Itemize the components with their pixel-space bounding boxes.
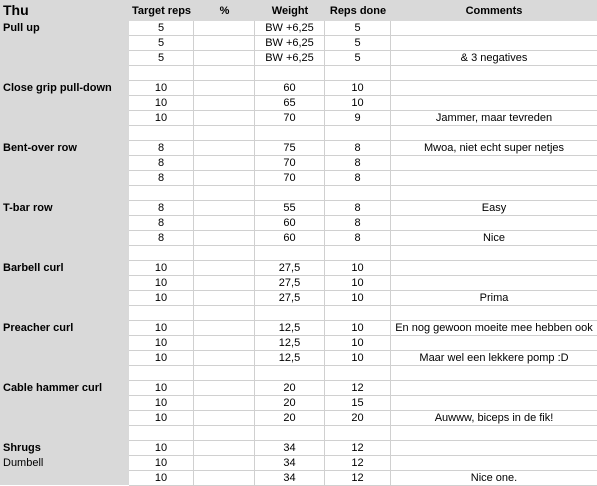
target-reps-cell[interactable]: 10 bbox=[129, 456, 194, 471]
comment-cell[interactable] bbox=[391, 441, 597, 456]
reps-done-cell[interactable]: 5 bbox=[325, 36, 391, 51]
target-reps-cell[interactable]: 8 bbox=[129, 201, 194, 216]
percent-cell[interactable] bbox=[194, 441, 255, 456]
exercise-name[interactable]: Cable hammer curl bbox=[3, 382, 103, 394]
comment-cell[interactable] bbox=[391, 66, 597, 81]
reps-done-cell[interactable]: 10 bbox=[325, 321, 391, 336]
percent-cell[interactable] bbox=[194, 81, 255, 96]
weight-cell[interactable]: 20 bbox=[255, 411, 325, 426]
percent-cell[interactable] bbox=[194, 216, 255, 231]
table-row bbox=[0, 471, 597, 486]
comment-cell[interactable] bbox=[391, 396, 597, 411]
percent-cell[interactable] bbox=[194, 396, 255, 411]
table-row bbox=[0, 351, 597, 366]
header-weight[interactable]: Weight bbox=[271, 5, 309, 17]
day-title: Thu bbox=[3, 2, 29, 18]
weight-cell[interactable]: 55 bbox=[255, 201, 325, 216]
percent-cell[interactable] bbox=[194, 276, 255, 291]
weight-cell[interactable]: BW +6,25 bbox=[255, 21, 325, 36]
reps-done-cell[interactable]: 10 bbox=[325, 351, 391, 366]
exercise-name-cell[interactable] bbox=[0, 276, 128, 290]
weight-cell[interactable]: 34 bbox=[255, 456, 325, 471]
reps-done-cell[interactable]: 8 bbox=[325, 171, 391, 186]
reps-done-cell[interactable]: 8 bbox=[325, 216, 391, 231]
comment-cell[interactable]: Auwww, biceps in de fik! bbox=[391, 411, 597, 426]
comment-cell[interactable]: Nice bbox=[391, 231, 597, 246]
comment-cell[interactable]: Mwoa, niet echt super netjes bbox=[391, 141, 597, 156]
target-reps-cell[interactable] bbox=[129, 426, 194, 441]
reps-done-cell[interactable]: 10 bbox=[325, 96, 391, 111]
comment-cell[interactable] bbox=[391, 261, 597, 276]
percent-cell[interactable] bbox=[194, 201, 255, 216]
target-reps-cell[interactable] bbox=[129, 126, 194, 141]
reps-done-cell[interactable]: 10 bbox=[325, 291, 391, 306]
percent-cell[interactable] bbox=[194, 186, 255, 201]
exercise-name-cell[interactable] bbox=[0, 396, 128, 410]
reps-done-cell[interactable]: 20 bbox=[325, 411, 391, 426]
exercise-name[interactable]: Barbell curl bbox=[3, 262, 64, 274]
percent-cell[interactable] bbox=[194, 36, 255, 51]
percent-cell[interactable] bbox=[194, 426, 255, 441]
reps-done-cell[interactable]: 10 bbox=[325, 276, 391, 291]
reps-done-cell[interactable] bbox=[325, 366, 391, 381]
reps-done-cell[interactable]: 8 bbox=[325, 201, 391, 216]
target-reps-cell[interactable]: 5 bbox=[129, 36, 194, 51]
percent-cell[interactable] bbox=[194, 96, 255, 111]
percent-cell[interactable] bbox=[194, 246, 255, 261]
reps-done-cell[interactable]: 9 bbox=[325, 111, 391, 126]
percent-cell[interactable] bbox=[194, 261, 255, 276]
comment-cell[interactable] bbox=[391, 456, 597, 471]
weight-cell[interactable]: 20 bbox=[255, 396, 325, 411]
reps-done-cell[interactable]: 10 bbox=[325, 336, 391, 351]
exercise-name-cell[interactable] bbox=[0, 96, 128, 110]
percent-cell[interactable] bbox=[194, 156, 255, 171]
exercise-name-cell[interactable] bbox=[0, 126, 128, 140]
percent-cell[interactable] bbox=[194, 411, 255, 426]
percent-cell[interactable] bbox=[194, 171, 255, 186]
reps-done-cell[interactable] bbox=[325, 186, 391, 201]
target-reps-cell[interactable]: 10 bbox=[129, 336, 194, 351]
target-reps-cell[interactable]: 10 bbox=[129, 441, 194, 456]
target-reps-cell[interactable]: 10 bbox=[129, 351, 194, 366]
comment-cell[interactable] bbox=[391, 156, 597, 171]
exercise-name-cell[interactable] bbox=[0, 51, 128, 65]
table-row bbox=[0, 141, 597, 156]
table-row bbox=[0, 111, 597, 126]
exercise-name-cell[interactable] bbox=[0, 471, 128, 485]
percent-cell[interactable] bbox=[194, 141, 255, 156]
weight-cell[interactable]: 12,5 bbox=[255, 321, 325, 336]
exercise-name[interactable]: Preacher curl bbox=[3, 322, 74, 334]
target-reps-cell[interactable]: 10 bbox=[129, 396, 194, 411]
comment-cell[interactable] bbox=[391, 216, 597, 231]
exercise-subname[interactable]: Dumbell bbox=[3, 457, 44, 469]
exercise-name-cell[interactable] bbox=[0, 156, 128, 170]
comment-cell[interactable] bbox=[391, 186, 597, 201]
reps-done-cell[interactable] bbox=[325, 306, 391, 321]
spacer-row bbox=[0, 126, 597, 141]
weight-cell[interactable]: 60 bbox=[255, 81, 325, 96]
exercise-name-cell[interactable] bbox=[0, 36, 128, 50]
table-row bbox=[0, 36, 597, 51]
target-reps-cell[interactable]: 10 bbox=[129, 261, 194, 276]
weight-cell[interactable]: 70 bbox=[255, 111, 325, 126]
comment-cell[interactable] bbox=[391, 96, 597, 111]
header-percent[interactable]: % bbox=[219, 5, 230, 17]
header-target-reps[interactable]: Target reps bbox=[131, 5, 192, 17]
weight-cell[interactable] bbox=[255, 126, 325, 141]
weight-cell[interactable]: 65 bbox=[255, 96, 325, 111]
exercise-name-cell[interactable] bbox=[0, 66, 128, 80]
exercise-name[interactable]: Shrugs bbox=[3, 442, 41, 454]
comment-cell[interactable] bbox=[391, 276, 597, 291]
target-reps-cell[interactable]: 10 bbox=[129, 111, 194, 126]
weight-cell[interactable]: 27,5 bbox=[255, 261, 325, 276]
reps-done-cell[interactable]: 8 bbox=[325, 141, 391, 156]
weight-cell[interactable]: BW +6,25 bbox=[255, 36, 325, 51]
table-row bbox=[0, 291, 597, 306]
comment-cell[interactable]: Jammer, maar tevreden bbox=[391, 111, 597, 126]
comment-cell[interactable] bbox=[391, 171, 597, 186]
weight-cell[interactable]: 27,5 bbox=[255, 291, 325, 306]
weight-cell[interactable]: 70 bbox=[255, 171, 325, 186]
spacer-row bbox=[0, 66, 597, 81]
target-reps-cell[interactable]: 10 bbox=[129, 291, 194, 306]
weight-cell[interactable] bbox=[255, 186, 325, 201]
target-reps-cell[interactable]: 10 bbox=[129, 276, 194, 291]
table-row bbox=[0, 411, 597, 426]
weight-cell[interactable]: 34 bbox=[255, 471, 325, 486]
spacer-row bbox=[0, 366, 597, 381]
target-reps-cell[interactable]: 8 bbox=[129, 231, 194, 246]
percent-cell[interactable] bbox=[194, 111, 255, 126]
reps-done-cell[interactable]: 10 bbox=[325, 81, 391, 96]
reps-done-cell[interactable]: 8 bbox=[325, 156, 391, 171]
header-reps-done[interactable]: Reps done bbox=[329, 5, 387, 17]
exercise-name[interactable]: Close grip pull-down bbox=[3, 82, 112, 94]
comment-cell[interactable]: Prima bbox=[391, 291, 597, 306]
comment-cell[interactable] bbox=[391, 36, 597, 51]
comment-cell[interactable] bbox=[391, 81, 597, 96]
exercise-name-cell[interactable] bbox=[0, 171, 128, 185]
comment-cell[interactable]: Nice one. bbox=[391, 471, 597, 486]
reps-done-cell[interactable]: 8 bbox=[325, 231, 391, 246]
percent-cell[interactable] bbox=[194, 336, 255, 351]
target-reps-cell[interactable] bbox=[129, 366, 194, 381]
target-reps-cell[interactable]: 10 bbox=[129, 81, 194, 96]
target-reps-cell[interactable] bbox=[129, 186, 194, 201]
table-row bbox=[0, 231, 597, 246]
exercise-name-cell[interactable] bbox=[0, 246, 128, 260]
workout-rows bbox=[0, 21, 597, 486]
exercise-name-cell[interactable] bbox=[0, 291, 128, 305]
table-row bbox=[0, 201, 597, 216]
weight-cell[interactable] bbox=[255, 66, 325, 81]
weight-cell[interactable] bbox=[255, 246, 325, 261]
target-reps-cell[interactable]: 8 bbox=[129, 156, 194, 171]
exercise-name[interactable]: Bent-over row bbox=[3, 142, 77, 154]
percent-cell[interactable] bbox=[194, 51, 255, 66]
target-reps-cell[interactable] bbox=[129, 246, 194, 261]
exercise-name-cell[interactable] bbox=[0, 351, 128, 365]
target-reps-cell[interactable]: 5 bbox=[129, 21, 194, 36]
comment-cell[interactable] bbox=[391, 426, 597, 441]
percent-cell[interactable] bbox=[194, 456, 255, 471]
weight-cell[interactable] bbox=[255, 366, 325, 381]
weight-cell[interactable]: BW +6,25 bbox=[255, 51, 325, 66]
table-row bbox=[0, 156, 597, 171]
table-row bbox=[0, 96, 597, 111]
exercise-name-cell[interactable] bbox=[0, 231, 128, 245]
target-reps-cell[interactable]: 10 bbox=[129, 471, 194, 486]
reps-done-cell[interactable]: 12 bbox=[325, 381, 391, 396]
exercise-name-cell[interactable] bbox=[0, 306, 128, 320]
weight-cell[interactable] bbox=[255, 426, 325, 441]
table-row bbox=[0, 396, 597, 411]
comment-cell[interactable] bbox=[391, 366, 597, 381]
table-row bbox=[0, 171, 597, 186]
comment-cell[interactable] bbox=[391, 336, 597, 351]
comment-cell[interactable] bbox=[391, 381, 597, 396]
comment-cell[interactable] bbox=[391, 126, 597, 141]
reps-done-cell[interactable]: 12 bbox=[325, 471, 391, 486]
percent-cell[interactable] bbox=[194, 66, 255, 81]
comment-cell[interactable] bbox=[391, 21, 597, 36]
weight-cell[interactable]: 75 bbox=[255, 141, 325, 156]
weight-cell[interactable]: 70 bbox=[255, 156, 325, 171]
percent-cell[interactable] bbox=[194, 321, 255, 336]
comment-cell[interactable]: Easy bbox=[391, 201, 597, 216]
percent-cell[interactable] bbox=[194, 351, 255, 366]
comment-cell[interactable]: En nog gewoon moeite mee hebben ook bbox=[391, 321, 597, 336]
weight-cell[interactable]: 12,5 bbox=[255, 336, 325, 351]
target-reps-cell[interactable]: 10 bbox=[129, 96, 194, 111]
exercise-name-cell[interactable] bbox=[0, 336, 128, 350]
comment-cell[interactable] bbox=[391, 246, 597, 261]
exercise-name-cell[interactable] bbox=[0, 426, 128, 440]
weight-cell[interactable]: 27,5 bbox=[255, 276, 325, 291]
percent-cell[interactable] bbox=[194, 21, 255, 36]
target-reps-cell[interactable]: 8 bbox=[129, 141, 194, 156]
reps-done-cell[interactable]: 12 bbox=[325, 441, 391, 456]
reps-done-cell[interactable]: 5 bbox=[325, 21, 391, 36]
header-comments[interactable]: Comments bbox=[465, 5, 523, 17]
spacer-row bbox=[0, 246, 597, 261]
percent-cell[interactable] bbox=[194, 126, 255, 141]
exercise-name[interactable]: Pull up bbox=[3, 22, 40, 34]
table-row bbox=[0, 81, 597, 96]
table-row bbox=[0, 456, 597, 471]
exercise-name-cell[interactable] bbox=[0, 366, 128, 380]
target-reps-cell[interactable]: 10 bbox=[129, 381, 194, 396]
table-row bbox=[0, 51, 597, 66]
target-reps-cell[interactable]: 10 bbox=[129, 321, 194, 336]
percent-cell[interactable] bbox=[194, 381, 255, 396]
reps-done-cell[interactable] bbox=[325, 426, 391, 441]
percent-cell[interactable] bbox=[194, 471, 255, 486]
percent-cell[interactable] bbox=[194, 231, 255, 246]
exercise-name-cell[interactable] bbox=[0, 411, 128, 425]
weight-cell[interactable] bbox=[255, 306, 325, 321]
exercise-name-cell[interactable] bbox=[0, 111, 128, 125]
target-reps-cell[interactable]: 5 bbox=[129, 51, 194, 66]
table-row bbox=[0, 336, 597, 351]
reps-done-cell[interactable]: 12 bbox=[325, 456, 391, 471]
table-row bbox=[0, 216, 597, 231]
percent-cell[interactable] bbox=[194, 306, 255, 321]
reps-done-cell[interactable]: 5 bbox=[325, 51, 391, 66]
weight-cell[interactable]: 60 bbox=[255, 231, 325, 246]
weight-cell[interactable]: 60 bbox=[255, 216, 325, 231]
table-row bbox=[0, 261, 597, 276]
target-reps-cell[interactable]: 8 bbox=[129, 171, 194, 186]
target-reps-cell[interactable] bbox=[129, 306, 194, 321]
reps-done-cell[interactable]: 15 bbox=[325, 396, 391, 411]
table-row bbox=[0, 441, 597, 456]
exercise-name-cell[interactable] bbox=[0, 216, 128, 230]
comment-cell[interactable]: Maar wel een lekkere pomp :D bbox=[391, 351, 597, 366]
percent-cell[interactable] bbox=[194, 291, 255, 306]
target-reps-cell[interactable]: 10 bbox=[129, 411, 194, 426]
percent-cell[interactable] bbox=[194, 366, 255, 381]
table-row bbox=[0, 381, 597, 396]
reps-done-cell[interactable] bbox=[325, 246, 391, 261]
weight-cell[interactable]: 20 bbox=[255, 381, 325, 396]
header-row bbox=[0, 0, 597, 21]
weight-cell[interactable]: 12,5 bbox=[255, 351, 325, 366]
target-reps-cell[interactable]: 8 bbox=[129, 216, 194, 231]
reps-done-cell[interactable]: 10 bbox=[325, 261, 391, 276]
comment-cell[interactable]: & 3 negatives bbox=[391, 51, 597, 66]
spacer-row bbox=[0, 186, 597, 201]
weight-cell[interactable]: 34 bbox=[255, 441, 325, 456]
reps-done-cell[interactable] bbox=[325, 126, 391, 141]
spacer-row bbox=[0, 306, 597, 321]
table-row bbox=[0, 21, 597, 36]
comment-cell[interactable] bbox=[391, 306, 597, 321]
table-row bbox=[0, 321, 597, 336]
target-reps-cell[interactable] bbox=[129, 66, 194, 81]
reps-done-cell[interactable] bbox=[325, 66, 391, 81]
table-row bbox=[0, 276, 597, 291]
spacer-row bbox=[0, 426, 597, 441]
exercise-name[interactable]: T-bar row bbox=[3, 202, 53, 214]
exercise-name-cell[interactable] bbox=[0, 186, 128, 200]
